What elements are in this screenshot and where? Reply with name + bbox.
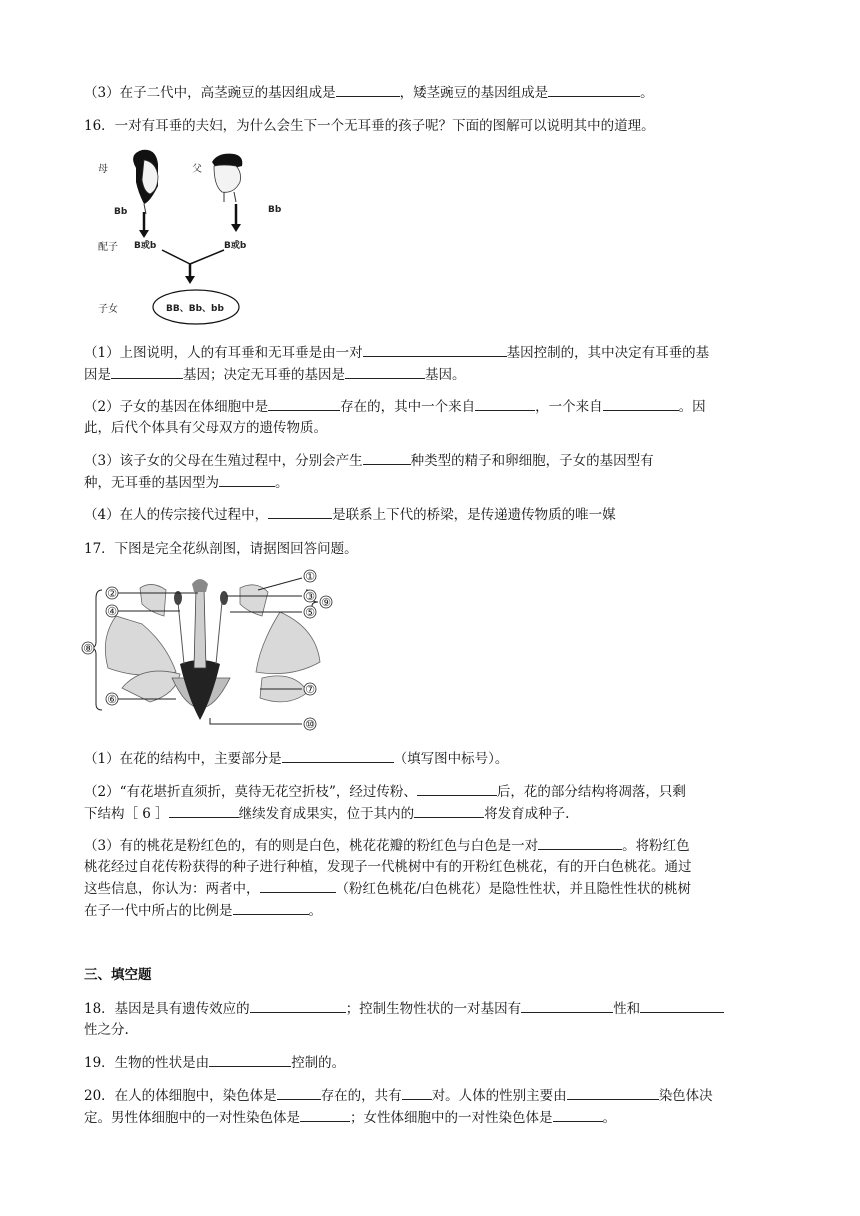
answer-blank[interactable] [553,1107,603,1122]
answer-blank[interactable] [111,364,183,379]
answer-blank[interactable] [209,1052,291,1067]
answer-blank[interactable] [277,1085,321,1100]
label-5: ⑤ [305,606,315,619]
mother-genotype: Bb [114,207,128,217]
father-icon [212,154,242,202]
answer-blank[interactable] [567,1085,659,1100]
heredity-diagram [84,146,324,332]
answer-blank[interactable] [336,82,400,97]
q16-part2: （2）子女的基因在体细胞中是 存在的，其中一个来自 ，一个来自 。因 此，后代个体具有父母双方的遗传物质。 [84,396,780,439]
answer-blank[interactable] [640,998,724,1013]
q16-part4: （4）在人的传宗接代过程中， 是联系上下代的桥梁，是传递遗传物质的唯一媒 [84,504,780,526]
q16-part1: （1）上图说明，人的有耳垂和无耳垂是由一对 基因控制的，其中决定有耳垂的基 因是 基因；决定无耳垂的基因是 基因。 [84,342,780,386]
gamete-father: B或b [224,241,247,251]
answer-blank[interactable] [250,998,346,1013]
answer-blank[interactable] [282,748,394,763]
q15-part3 [84,82,780,104]
answer-blank[interactable] [169,803,239,818]
child-genotypes: BB、Bb、bb [166,304,224,314]
answer-blank[interactable] [521,998,613,1013]
label-6: ⑥ [107,693,117,706]
gamete-mother: B或b [134,241,157,251]
q19: 19．生物的性状是由 控制的。 [84,1052,780,1074]
answer-blank[interactable] [260,878,336,893]
answer-blank[interactable] [300,1107,350,1122]
q15-3-text: ，矮茎豌豆的基因组成是 [399,85,549,101]
answer-blank[interactable] [345,364,425,379]
label-8: ⑧ [83,642,93,655]
answer-blank[interactable] [233,900,309,915]
q18: 18．基因是具有遗传效应的 ；控制生物性状的一对基因有 性和 性之分. [84,998,780,1041]
q16-stem: 16．一对有耳垂的夫妇，为什么会生下一个无耳垂的孩子呢？下面的图解可以说明其中的道理。 [84,118,655,134]
section-heading: 三、填空题 [84,967,152,983]
q17-part2: （2）“有花堪折直须折，莫待无花空折枝”，经过传粉、 后，花的部分结构将凋落，只剩 下结构［ 6 ］ 继续发育成果实，位于其内的 将发育成种子. [84,781,780,825]
answer-blank[interactable] [417,781,497,796]
answer-blank[interactable] [548,82,640,97]
q16-part3: （3）该子女的父母在生殖过程中，分别会产生 种类型的精子和卵细胞，子女的基因型有 种，无耳垂的基因型为 。 [84,450,780,494]
answer-blank[interactable] [219,472,275,487]
label-7: ⑦ [305,683,315,696]
answer-blank[interactable] [538,835,622,850]
flower-diagram [80,568,350,740]
label-9: ⑨ [321,596,331,609]
child-label: 子女 [98,304,118,315]
q15-3-text: （3）在子二代中，高茎豌豆的基因组成是 [84,85,336,101]
label-10: ⑩ [305,718,315,731]
answer-blank[interactable] [363,450,411,465]
gamete-label: 配子 [98,242,118,253]
mother-label: 母 [98,164,108,175]
answer-blank[interactable] [402,1085,432,1100]
arrow-down-icon [185,276,195,284]
answer-blank[interactable] [475,396,535,411]
mother-icon [133,150,158,214]
father-label: 父 [192,164,202,175]
answer-blank[interactable] [268,396,340,411]
q17-stem: 17．下图是完全花纵剖图，请据图回答问题。 [84,541,358,557]
label-3: ③ [305,590,315,603]
label-2: ② [107,587,117,600]
arrow-down-icon [139,204,241,238]
answer-blank[interactable] [268,504,332,519]
q17-part1: （1）在花的结构中，主要部分是 （填写图中标号）。 [84,748,780,770]
label-4: ④ [107,605,117,618]
answer-blank[interactable] [414,803,484,818]
q17-part3: （3）有的桃花是粉红色的，有的则是白色，桃花花瓣的粉红色与白色是一对 。将粉红色 桃花经过自花传粉获得的种子进行种植，发现子一代桃树中有的开粉红色桃花，有的开白色桃花。通过 这些信息，你认为：两者中， （粉红色桃花/白色桃花）是隐性性状，并且隐性性状的桃树 在子一代中所占的比例是 。 [84,835,780,922]
answer-blank[interactable] [363,342,507,357]
answer-blank[interactable] [603,396,679,411]
father-genotype: Bb [268,205,282,215]
q20: 20．在人的体细胞中，染色体是 存在的，共有 对。人体的性别主要由 染色体决 定。男性体细胞中的一对性染色体是 ；女性体细胞中的一对性染色体是 。 [84,1085,780,1129]
q15-3-text: 。 [640,85,654,101]
label-1: ① [305,570,315,583]
